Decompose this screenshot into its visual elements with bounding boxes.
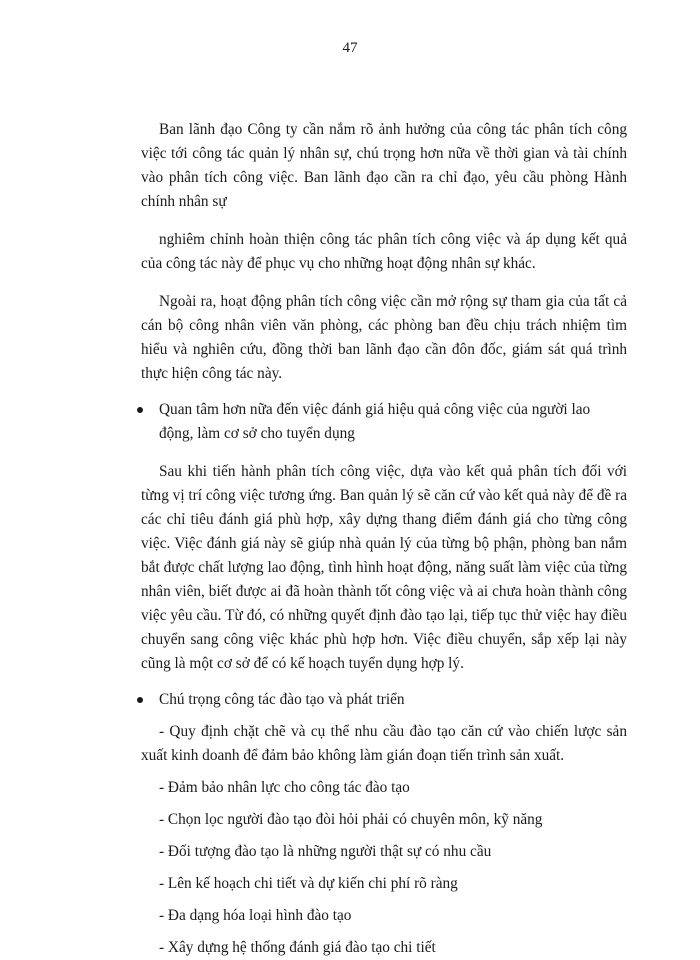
paragraph-3: Ngoài ra, hoạt động phân tích công việc cần mở rộng sự tham gia của tất cả cán bộ công nhân viên văn phòng, các phòng ban đều chịu trách nhiệm tìm hiểu và nghiên cứu, đồng thời ban lãnh đạo cần đôn đốc, giám sát quá trình thực hiện công tác này. xyxy=(141,293,627,382)
paragraph-4: Sau khi tiến hành phân tích công việc, dựa vào kết quả phân tích đối với từng vị trí công việc tương ứng. Ban quản lý sẽ căn cứ vào kết quả này để đề ra các chỉ tiêu đánh giá phù hợp, xây dựng thang điểm đánh giá cho từng công việc. Việc đánh giá này sẽ giúp nhà quản lý của từng bộ phận, phòng ban nắm bắt được chất lượng lao động, tình hình hoạt động, năng suất làm việc của từng nhân viên, biết được ai đã hoàn thành tốt công việc và ai chưa hoàn thành công việc yêu cầu. Từ đó, có những quyết định đào tạo lại, tiếp tục thử việc hay điều chuyển sang công việc khác phù hợp hơn. Việc điều chuyển, sắp xếp lại này cũng là một cơ sở để có kế hoạch tuyển dụng hợp lý. xyxy=(141,463,627,672)
dash-item-7: - Xây dựng hệ thống đánh giá đào tạo chi tiết xyxy=(159,939,436,956)
dash-item-6: - Đa dạng hóa loại hình đào tạo xyxy=(159,907,352,924)
bullet-text: Quan tâm hơn nữa đến việc đánh giá hiệu quả công việc của người lao động, làm cơ sở cho tuyển dụng xyxy=(159,401,591,442)
dash-item-3: - Chọn lọc người đào tạo đòi hỏi phải có chuyên môn, kỹ năng xyxy=(159,811,543,828)
bullet-icon xyxy=(137,407,143,413)
dash-item-2: - Đảm bảo nhân lực cho công tác đào tạo xyxy=(159,779,410,796)
paragraph-2: nghiêm chỉnh hoàn thiện công tác phân tích công việc và áp dụng kết quả của công tác này để phục vụ cho những hoạt động nhân sự khác. xyxy=(141,231,627,272)
bullet-icon xyxy=(137,697,143,703)
bullet-item-evaluation xyxy=(141,398,627,446)
dash-item-5: - Lên kế hoạch chi tiết và dự kiến chi phí rõ ràng xyxy=(159,875,458,892)
dash-item-1: - Quy định chặt chẽ và cụ thể nhu cầu đào tạo căn cứ vào chiến lược sản xuất kinh doanh để đảm bảo không làm gián đoạn tiến trình sản xuất. xyxy=(141,723,627,764)
bullet-item-training xyxy=(141,688,627,712)
document-body xyxy=(141,118,627,960)
bullet-text: Chú trọng công tác đào tạo và phát triển xyxy=(159,691,405,708)
dash-item-4: - Đối tượng đào tạo là những người thật sự có nhu cầu xyxy=(159,843,492,860)
page-number: 47 xyxy=(342,40,358,56)
paragraph-1: Ban lãnh đạo Công ty cần nắm rõ ảnh hưởng của công tác phân tích công việc tới công tác quản lý nhân sự, chú trọng hơn nữa về thời gian và tài chính vào phân tích công việc. Ban lãnh đạo cần ra chỉ đạo, yêu cầu phòng Hành chính nhân sự xyxy=(141,121,627,210)
